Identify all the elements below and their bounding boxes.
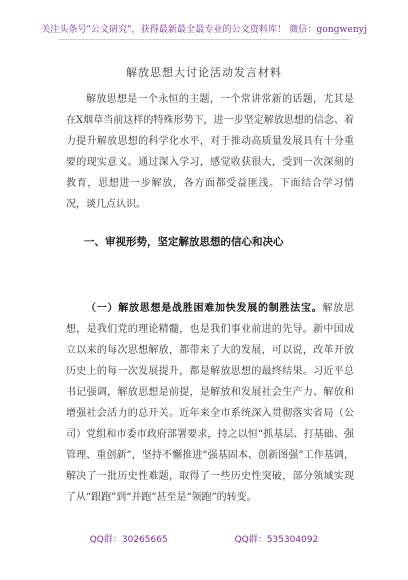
header-divider [58,39,350,40]
footer [0,532,408,545]
footer-qq-group-1: QQ群：30265665 [89,535,168,545]
section-heading: 一、审视形势，坚定解放思想的信心和决心 [84,236,284,248]
intro-paragraph [66,89,354,215]
intro-text: 解放思想是一个永恒的主题，一个常讲常新的话题，尤其是在X烟草当前这样的特殊形势下，进一步坚定解放思想的信念、着力提升解放思想的科学化水平，对于推动高质量发展具有十分重要的现实意义。通过深入学习，感觉收获很大，受到一次深刻的教育，思想进一步解放，各方面都受益匪浅。下面结合学习情况，谈几点认识。 [66,94,354,210]
subsection-body: 解放思想，是我们党的理论精髓，也是我们事业前进的先导。新中国成立以来的每次思想解放，都带来了大的发展，可以说，改革开放历史上的每一次发展提升，都是解放思想的最终结果。习近平总书记强调，解放思想是前提，是解放和发展社会生产力、解放和增强社会活力的总开关。近年来全市系统深入贯彻落实省局（公司）党组和市委市政府部署要求，持之以恒“抓基层、打基础、强管理、重创新”，坚持不懈推进“强基固本、创新图强”工作基调，解决了一批历史性难题，取得了一些历史性突破，部分领域实现了从“跟跑”到“并跑”甚至是“领跑”的转变。 [66,303,354,503]
footer-qq-group-2: QQ群：535304092 [234,535,319,545]
subsection-lead: （一）解放思想是战胜困难加快发展的制胜法宝。 [86,303,323,314]
header-promo: 关注头条号"公文研究"，获得最新最全最专业的公文资料库！ 微信：gongwenyj [41,25,367,35]
document-title: 解放思想大讨论活动发言材料 [126,66,282,79]
subsection-paragraph [66,298,354,508]
